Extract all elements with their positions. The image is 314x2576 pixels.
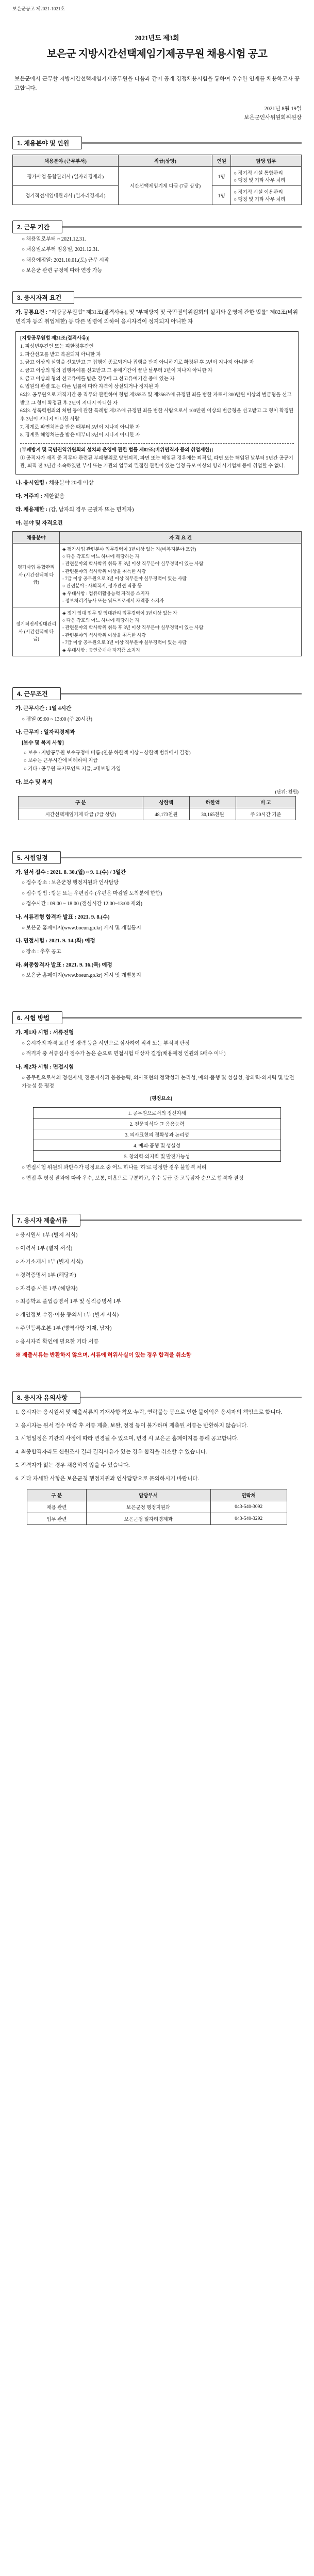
table-row [13, 607, 302, 656]
table-header: 연락처 [210, 1489, 287, 1501]
table-header: 채용분야 (근무부서) [13, 155, 119, 166]
section-title: 8. 응시자 유의사항 [12, 1391, 80, 1404]
section-heading-2 [12, 221, 302, 233]
notice-number: 보은군공고 제2021-1021호 [12, 6, 65, 11]
table-cell: ○ 정기적 시설 이용관리 ○ 행정 및 기타 사무 처리 [231, 185, 302, 205]
list-item: ○ 채용일로부터 ~ 2021.12.31. [22, 236, 86, 242]
section-heading-4 [12, 687, 302, 700]
table-cell: 평가사업 통합관리사 (시간선택제 다급) [13, 543, 60, 607]
recruit-table [12, 155, 302, 205]
table-cell: 평가사업 통합관리사 (일자리경제과) [13, 166, 119, 185]
list-item: 1. 응시자는 응시원서 및 제출서류의 기재사항 착오·누락, 연락불능 등으로 인한 불이익은 응시자의 책임으로 합니다. [15, 1409, 283, 1415]
flow-title: [평정요소] [150, 1096, 173, 1101]
exam-stage: 나. 제2차 시험 : 면접시험 [15, 1064, 74, 1070]
table-cell: 48,173천원 [143, 808, 189, 820]
benefit-note: ○ 보수 : 지방공무원 보수규정에 따름 (연봉 하한액 이상 ~ 상한액 범위에서 결정) ○ 보수는 근무시간에 비례하여 지급 ○ 기타 : 공무원 복지포인트 지급, 4대보험 가입 [24, 750, 191, 772]
table-header: 구 분 [19, 796, 143, 808]
list-item: 1. 공무원으로서의 정신자세 [34, 1108, 280, 1118]
table-cell: 정기적전세임대관리사 (시간선택제 다급) [13, 607, 60, 656]
contact-table [27, 1489, 287, 1525]
salary-table [18, 796, 296, 820]
table-cell: 보은군청 행정지원과 [86, 1501, 210, 1513]
salary-heading: 다. 보수 및 복지 [15, 779, 53, 785]
table-header: 인원 [212, 155, 231, 166]
box-text: 1. 피성년후견인 또는 피한정후견인 2. 파산선고를 받고 복권되지 아니한 자 3. 금고 이상의 실형을 선고받고 그 집행이 종료되거나 집행을 받지 아니하기로 확정된 후 5년이 지나지 아니한 자 4. 금고 이상의 형의 집행유예를 선고받고 그 유예기간이 끝난 날부터 2년이 지나지 아니한 자 5. 금고 이상의 형의 선고유예를 받은 경우에 그 선고유예기간 중에 있는 자 6. 법원의 판결 또는 다른 법률에 따라 자격이 상실되거나 정지된 자 6의2. 공무원으로 재직기간 중 직무와 관련하여 형법 제355조 및 제356조에 규정된 죄를 범한 자로서 300만원 이상의 벌금형을 선고받고 그 형이 확정된 후 2년이 지나지 아니한 자 6의3. 성폭력범죄의 처벌 등에 관한 특례법 제2조에 규정된 죄를 범한 사람으로서 100만원 이상의 벌금형을 선고받고 그 형이 확정된 후 3년이 지나지 아니한 사람 7. 징계로 파면처분을 받은 때부터 5년이 지나지 아니한 자 8. 징계로 해임처분을 받은 때부터 3년이 지나지 아니한 자 [20, 344, 294, 438]
list-item: ○ 응시자격 확인에 필요한 기타 서류 [15, 1339, 99, 1345]
exam-detail: ○ 응시자의 자격 요건 및 경력 등을 서면으로 심사하여 적격 또는 부적격 판정 [22, 1040, 190, 1046]
table-cell: ◈ 평가사업 관련분야 업무경력이 3년이상 있는 자(비복지분야 포함) ○ 다음 각호의 어느 하나에 해당하는 자 - 관련분야의 학사학위 취득 후 3년 이상 직무분야 실무경력이 있는 사람 - 관련분야의 석사학위 이상을 취득한 사람 - 7급 이상 공무원으로 3년 이상 직무분야 실무경력이 있는 사람 ○ 관련분야 : 사회복지, 평가관련 직종 등 ◈ 우대사항 : 컴퓨터활용능력 자격증 소지자 - 정보처리기능사 또는 워드프로세서 자격증 소지자 [60, 543, 302, 607]
table-row [27, 1501, 287, 1513]
box-text: ① 공직자가 재직 중 직무와 관련된 부패행위로 당연퇴직, 파면 또는 해임된 경우에는 퇴직일, 파면 또는 해임된 날부터 5년간 공공기관, 퇴직 전 3년간 소속하였던 부서 또는 기관의 업무와 밀접한 관련이 있는 일정 규모 이상의 영리사기업체 등에 취업할 수 없다. [20, 455, 293, 469]
table-header: 구 분 [27, 1489, 87, 1501]
schedule-detail: ○ 보은군 홈페이지(www.boeun.go.kr) 게시 및 개별통지 [22, 973, 141, 979]
table-cell: ◈ 정기 임대 업무 및 임대관리 업무경력이 3년이상 있는 자 ○ 다음 각호의 어느 하나에 해당하는 자 - 관련분야의 학사학위 취득 후 3년 이상 직무분야 실무경력이 있는 사람 - 관련분야의 석사학위 이상을 취득한 사람 - 7급 이상 공무원으로 3년 이상 직무분야 실무경력이 있는 사람 ◈ 우대사항 : 공인중개사 자격증 소지자 [60, 607, 302, 656]
work-place: 나. 근무지 : 일자리경제과 [15, 730, 75, 736]
item-text: (갑, 남자의 경우 군필자 또는 면제자) [48, 506, 134, 513]
schedule-detail: ○ 접수 장소 : 보은군청 행정지원과 인사담당 [22, 880, 119, 886]
table-row [13, 166, 302, 185]
section-title: 5. 시험일정 [12, 851, 61, 864]
list-item: ○ 주민등록초본 1부 (병역사항 기재, 남자) [15, 1326, 112, 1332]
table-cell: 채용 관련 [27, 1501, 87, 1513]
box-title: [지방공무원법 제31조(결격사유)] [20, 336, 90, 342]
section-heading-8 [12, 1391, 302, 1404]
box-title: [부패방지 및 국민권익위원회의 설치와 운영에 관한 법률 제82조(비위면직자 등의 취업제한)] [20, 448, 213, 453]
qualification-residence [15, 492, 299, 501]
list-item: 5. 창의력·의지력 및 발전가능성 [124, 1155, 190, 1160]
section-title: 6. 시험 방법 [12, 1011, 62, 1024]
section-title: 3. 응시자격 요건 [12, 291, 74, 304]
law-box-1 [15, 331, 299, 474]
section-heading-7 [12, 1214, 302, 1227]
list-item: 2. 응시자는 원서 접수 마감 후 서류 제출, 보완, 정정 등이 불가하며 제출된 서류는 반환하지 않습니다. [15, 1422, 248, 1429]
section-heading-5 [12, 851, 302, 864]
qualification-table [12, 531, 302, 656]
schedule-item: 나. 서류전형 합격자 발표 : 2021. 9. 8.(수) [15, 914, 110, 920]
table-row [13, 543, 302, 607]
benefit-note-title: [보수 및 복지 사항] [22, 740, 64, 747]
table-cell: 업무 관련 [27, 1513, 87, 1524]
list-item: ○ 채용일로부터 임용일, 2021.12.31. [22, 247, 100, 253]
section-title: 2. 근무 기간 [12, 221, 62, 233]
schedule-item: 가. 원서 접수 : 2021. 8. 30.(월) ~ 9. 1.(수) / 3일간 [15, 869, 126, 875]
qualification-title: 마. 분야 및 자격요건 [15, 520, 63, 526]
list-item: 4. 예의·품행 및 성실성 [34, 1140, 280, 1151]
notice-date: 2021년 8월 19일 [264, 106, 302, 112]
list-item: 5. 적격자가 없는 경우 채용하지 않을 수 있습니다. [15, 1463, 130, 1469]
item-text: "지방공무원법" 제31조(결격사유), 및 "부패방지 및 국민권익위원회의 설치와 운영에 관한 법률" 제82조(비위면직자 등의 취업제한) 등 다른 법령에 의하여 응시자격이 정지되지 아니한 자 [15, 309, 298, 325]
item-text: 제한없음 [43, 493, 65, 499]
schedule-detail: ○ 접수시간 : 09:00 ~ 18:00 (점심시간 12:00~13:00 제외) [22, 901, 143, 907]
table-cell: 보은군청 일자리경제과 [86, 1513, 210, 1524]
intro-text: 보은군에서 근무할 지방시간선택제임기제공무원을 다음과 같이 공개 경쟁채용시험을 통하여 우수한 인재를 채용하고자 공고합니다. [14, 76, 300, 91]
exam-detail: ○ 면접시험 위원의 과반수가 평정요소 중 어느 하나를 '하'로 평정한 경우 불합격 처리 [22, 1165, 207, 1171]
list-item: ○ 자격증 사본 1부 (해당자) [15, 1285, 78, 1292]
list-item: 3. 의사표현의 정확성과 논리성 [34, 1129, 280, 1140]
list-item: 2. 전문지식과 그 응용능력 [34, 1118, 280, 1129]
table-header: 자 격 요 건 [60, 531, 302, 543]
page-title: 보은군 지방시간선택제임기제공무원 채용시험 공고 [46, 48, 268, 60]
qualification-common [15, 308, 299, 327]
table-cell: 정기적전세임대관리사 (일자리경제과) [13, 185, 119, 205]
notice-page [12, 0, 302, 1525]
schedule-detail: ○ 장소 : 추후 공고 [22, 949, 61, 955]
table-cell: 시간선택제임기제 다급 (7급 상당) [118, 166, 212, 205]
table-header: 하한액 [189, 796, 236, 808]
table-header: 채용분야 [13, 531, 60, 543]
evaluation-criteria [33, 1107, 281, 1162]
schedule-item: 라. 최종합격자 발표 : 2021. 9. 16.(목) 예정 [15, 962, 112, 968]
list-item: 4. 최종합격자라도 신원조사 결과 결격사유가 있는 경우 합격을 취소할 수 있습니다. [15, 1449, 207, 1455]
section-heading-6 [12, 1011, 302, 1024]
exam-detail: ○ 적격자 중 서류심사 점수가 높은 순으로 면접시험 대상자 결정(채용예정 인원의 5배수 이내) [22, 1051, 226, 1057]
list-item: ○ 경력증명서 1부 (해당자) [15, 1272, 76, 1278]
title-block [12, 32, 302, 60]
work-hours-detail: ○ 평일 09:00 ~ 13:00 (주 20시간) [22, 716, 92, 722]
section-title: 7. 응시자 제출서류 [12, 1214, 80, 1227]
work-hours: 가. 근무시간 : 1일 4시간 [15, 705, 72, 711]
table-cell: 043-540-3092 [210, 1501, 287, 1513]
list-item: ○ 개인정보 수집·이용 동의서 1부 (별지 서식) [15, 1312, 119, 1318]
list-item: 6. 기타 자세한 사항은 보은군청 행정지원과 인사담당으로 문의하시기 바랍니다. [15, 1476, 200, 1482]
table-cell: 1명 [212, 166, 231, 185]
list-item: ○ 응시원서 1부 (별지 서식) [15, 1232, 78, 1239]
salary-unit: (단위: 천원) [275, 789, 299, 794]
item-label: 나. 응시연령 : [15, 480, 48, 486]
exam-detail: ○ 공무원으로서의 정신자세, 전문지식과 응용능력, 의사표현의 정확성과 논리성, 예의·품행 및 성실성, 창의력·의지력 및 발전가능성 등 평정 [22, 1075, 294, 1090]
table-cell: ○ 정기적 시설 통합관리 ○ 행정 및 기타 사무 처리 [231, 166, 302, 185]
schedule-detail: ○ 보은군 홈페이지(www.boeun.go.kr) 게시 및 개별통지 [22, 925, 141, 931]
table-cell: 043-540-3292 [210, 1513, 287, 1524]
list-item: ○ 보은군 관련 규정에 따라 연장 가능 [22, 268, 103, 274]
exam-stage: 가. 제1차 시험 : 서류전형 [15, 1029, 74, 1036]
list-item: ○ 이력서 1부 (별지 서식) [15, 1246, 73, 1252]
table-cell: 30,165천원 [189, 808, 236, 820]
table-row [19, 808, 296, 820]
section-title: 4. 근무조건 [12, 687, 61, 700]
list-item: ○ 채용예정일: 2021.10.01.(토) 근무 시작 [22, 257, 109, 263]
table-header: 직급(상당) [118, 155, 212, 166]
list-item: ○ 최종학교 졸업증명서 1부 및 성적증명서 1부 [15, 1299, 122, 1305]
table-header: 비 고 [236, 796, 296, 808]
exam-detail: ○ 면접 후 평정 결과에 따라 우수, 보통, 미흡으로 구분하고, 우수 등급 중 고득점자 순으로 합격자 결정 [22, 1175, 244, 1181]
section-heading-1 [12, 137, 302, 149]
section-heading-3 [12, 291, 302, 304]
table-cell: 시간선택제임기제 다급 (7급 상당) [19, 808, 143, 820]
table-row [27, 1513, 287, 1524]
section-title: 1. 채용분야 및 인원 [12, 137, 82, 149]
list-item: ○ 자기소개서 1부 (별지 서식) [15, 1259, 83, 1265]
item-text: 채용분야 20세 이상 [48, 480, 94, 486]
schedule-detail: ○ 접수 방법 : 방문 또는 우편접수 (우편은 마감일 도착분에 한함) [22, 890, 162, 896]
table-header: 담당부서 [86, 1489, 210, 1501]
item-label: 라. 채용제한 : [15, 506, 48, 513]
item-label: 가. 공통요건 : [15, 309, 48, 315]
submission-note: ※ 제출서류는 반환하지 않으며, 서류에 허위사실이 있는 경우 합격을 취소함 [15, 1352, 192, 1358]
list-item: 3. 시험일정은 기관의 사정에 따라 변경될 수 있으며, 변경 시 보은군 홈페이지를 통해 공고합니다. [15, 1436, 239, 1442]
qualification-restriction [15, 505, 299, 515]
item-label: 다. 거주지 : [15, 493, 42, 499]
table-header: 담당 업무 [231, 155, 302, 166]
table-cell: 주 20시간 기준 [236, 808, 296, 820]
table-header: 상한액 [143, 796, 189, 808]
qualification-age [15, 479, 299, 488]
schedule-item: 다. 면접시험 : 2021. 9. 14.(화) 예정 [15, 938, 95, 944]
issuer: 보은군인사위원회위원장 [244, 114, 302, 121]
table-cell: 1명 [212, 185, 231, 205]
title-subtitle: 2021년도 제3회 [135, 34, 179, 42]
